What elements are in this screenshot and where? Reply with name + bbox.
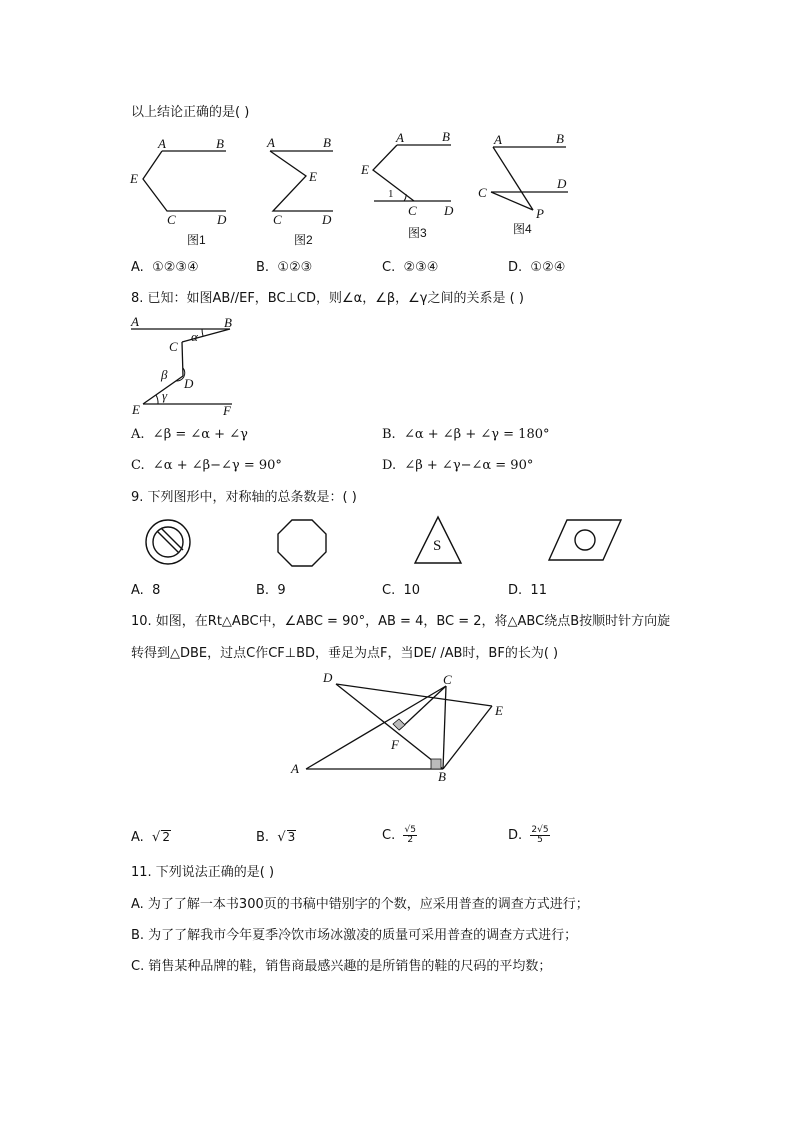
q7-option-c: C. ②③④ bbox=[382, 260, 439, 275]
q10-label-c: C bbox=[443, 672, 452, 687]
q8-option-c: C. ∠α + ∠β−∠γ = 90° bbox=[131, 458, 282, 473]
fig3-label-d: D bbox=[444, 203, 454, 218]
fig3-label-c: C bbox=[408, 203, 417, 218]
fig4-label-b: B bbox=[556, 131, 564, 146]
fig1-label-a: A bbox=[158, 136, 166, 151]
q10-option-a: A. √ 2 bbox=[131, 830, 170, 845]
q7-option-b: B. ①②③ bbox=[256, 260, 313, 275]
q8-label-d: D bbox=[184, 376, 194, 391]
q8-label-alpha: α bbox=[191, 329, 198, 344]
fig3-label-b: B bbox=[442, 129, 450, 144]
fig3-caption: 图3 bbox=[408, 226, 427, 240]
fig3-label-1: 1 bbox=[388, 188, 394, 200]
fig4-label-p: P bbox=[536, 206, 544, 221]
q10-label-e: E bbox=[495, 703, 503, 718]
q8-label-b: B bbox=[224, 315, 232, 330]
fig3-label-e: E bbox=[361, 162, 369, 177]
q9-option-b: B. 9 bbox=[256, 583, 286, 598]
q11-stem: 11. 下列说法正确的是( ) bbox=[131, 865, 275, 880]
fig4-caption: 图4 bbox=[513, 222, 532, 236]
q11-option-b: B. 为了了解我市今年夏季冷饮市场冰激凌的质量可采用普查的调查方式进行； bbox=[131, 928, 578, 943]
q10-stem-line2: 转得到△DBE，过点C作CF⊥BD，垂足为点F，当DE/ /AB时，BF的长为( ) bbox=[131, 646, 559, 661]
fig1-label-e: E bbox=[130, 171, 138, 186]
q10-label-b: B bbox=[438, 769, 446, 784]
fig1-caption: 图1 bbox=[187, 233, 206, 247]
fig2-label-a: A bbox=[267, 135, 275, 150]
q10-label-f: F bbox=[391, 737, 399, 752]
q9-triangle-letter: S bbox=[433, 538, 442, 554]
fig1-label-b: B bbox=[216, 136, 224, 151]
q9-stem: 9. 下列图形中，对称轴的总条数是：( ) bbox=[131, 490, 357, 505]
q10-option-b: B. √ 3 bbox=[256, 830, 296, 845]
q8-label-c: C bbox=[169, 339, 178, 354]
q8-option-d: D. ∠β + ∠γ−∠α = 90° bbox=[382, 458, 534, 473]
q10-label-d: D bbox=[323, 670, 333, 685]
fig2-label-b: B bbox=[323, 135, 331, 150]
fig1-label-d: D bbox=[217, 212, 227, 227]
fig3-label-a: A bbox=[396, 130, 404, 145]
q8-option-b: B. ∠α + ∠β + ∠γ = 180° bbox=[382, 427, 550, 442]
q7-stem: 以上结论正确的是( ) bbox=[131, 105, 250, 120]
q8-label-f: F bbox=[223, 403, 231, 418]
q10-label-a: A bbox=[291, 761, 299, 776]
q10-option-d: D. $\frac{2√5}{5}$ bbox=[508, 825, 549, 845]
q11-option-a: A. 为了了解一本书300页的书稿中错别字的个数，应采用普查的调查方式进行； bbox=[131, 897, 589, 912]
fig4-label-a: A bbox=[494, 132, 502, 147]
q9-option-c: C. 10 bbox=[382, 583, 421, 598]
fig1-label-c: C bbox=[167, 212, 176, 227]
fig2-label-e: E bbox=[309, 169, 317, 184]
fig2-label-d: D bbox=[322, 212, 332, 227]
fig4-label-c: C bbox=[478, 185, 487, 200]
fig2-caption: 图2 bbox=[294, 233, 313, 247]
q7-option-d: D. ①②④ bbox=[508, 260, 566, 275]
fig4-label-d: D bbox=[557, 176, 567, 191]
q8-option-a: A. ∠β = ∠α + ∠γ bbox=[131, 427, 248, 442]
q10-option-c: C. $\frac{√5}{2}$ bbox=[382, 825, 416, 845]
q9-option-d: D. 11 bbox=[508, 583, 547, 598]
q8-stem: 8. 已知：如图AB//EF，BC⊥CD，则∠α，∠β，∠γ之间的关系是 ( ) bbox=[131, 291, 524, 306]
q10-stem-line1: 10. 如图，在Rt△ABC中，∠ABC = 90°，AB = 4，BC = 2，将△ABC绕点B按顺时针方向旋 bbox=[131, 614, 671, 629]
q11-option-c: C. 销售某种品牌的鞋，销售商最感兴趣的是所销售的鞋的尺码的平均数； bbox=[131, 959, 552, 974]
q8-label-beta: β bbox=[161, 367, 168, 382]
q8-label-e: E bbox=[132, 402, 140, 417]
q9-option-a: A. 8 bbox=[131, 583, 161, 598]
q8-label-a: A bbox=[131, 314, 139, 329]
q8-label-gamma: γ bbox=[162, 388, 168, 403]
q7-option-a: A. ①②③④ bbox=[131, 260, 199, 275]
fig2-label-c: C bbox=[273, 212, 282, 227]
